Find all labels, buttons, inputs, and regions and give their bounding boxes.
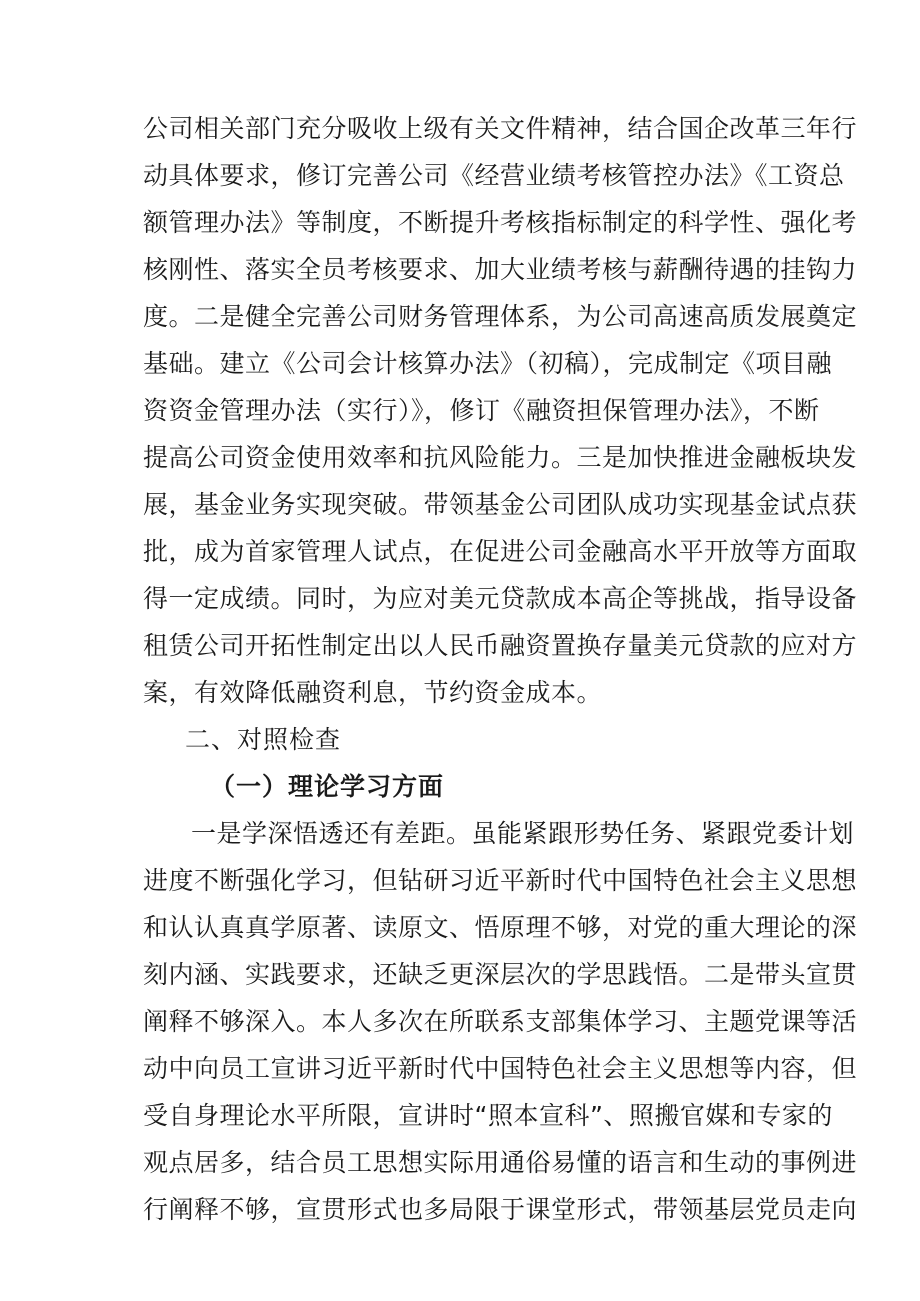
paragraph-1-line-5: 度。二是健全完善公司财务管理体系，为公司高速高质发展奠定 xyxy=(143,302,858,331)
paragraph-2-line-2: 进度不断强化学习，但钻研习近平新时代中国特色社会主义思想 xyxy=(143,866,858,895)
paragraph-1-line-13: 案，有效降低融资利息，节约资金成本。 xyxy=(143,678,603,707)
paragraph-2-line-5: 阐释不够深入。本人多次在所联系支部集体学习、主题党课等活 xyxy=(143,1007,858,1036)
paragraph-1-line-3: 额管理办法》等制度，不断提升考核指标制定的科学性、强化考 xyxy=(143,208,858,237)
paragraph-1-line-2: 动具体要求，修订完善公司《经营业绩考核管控办法》《工资总 xyxy=(143,161,845,190)
paragraph-2-line-4: 刻内涵、实践要求，还缺乏更深层次的学思践悟。二是带头宣贯 xyxy=(143,960,858,989)
paragraph-2-line-1: 一是学深悟透还有差距。虽能紧跟形势任务、紧跟党委计划 xyxy=(191,819,855,848)
paragraph-1-line-1: 公司相关部门充分吸收上级有关文件精神，结合国企改革三年行 xyxy=(143,114,858,143)
paragraph-1-line-9: 展，基金业务实现突破。带领基金公司团队成功实现基金试点获 xyxy=(143,490,858,519)
section-heading: 二、对照检查 xyxy=(185,725,342,754)
paragraph-1-line-10: 批，成为首家管理人试点，在促进公司金融高水平开放等方面取 xyxy=(143,537,858,566)
paragraph-1-line-11: 得一定成绩。同时，为应对美元贷款成本高企等挑战，指导设备 xyxy=(143,584,858,613)
paragraph-1-line-4: 核刚性、落实全员考核要求、加大业绩考核与薪酬待遇的挂钩力 xyxy=(143,255,858,284)
paragraph-1-line-8: 提高公司资金使用效率和抗风险能力。三是加快推进金融板块发 xyxy=(143,443,858,472)
paragraph-1-line-12: 租赁公司开拓性制定出以人民币融资置换存量美元贷款的应对方 xyxy=(143,631,858,660)
paragraph-2-line-7: 受自身理论水平所限，宣讲时“照本宣科”、照搬官媒和专家的 xyxy=(143,1101,833,1130)
paragraph-1-line-7: 资资金管理办法（实行）》，修订《融资担保管理办法》，不断 xyxy=(143,396,820,425)
paragraph-2-line-8: 观点居多，结合员工思想实际用通俗易懂的语言和生动的事例进 xyxy=(143,1148,858,1177)
paragraph-2-line-6: 动中向员工宣讲习近平新时代中国特色社会主义思想等内容，但 xyxy=(143,1054,858,1083)
paragraph-2-line-3: 和认认真真学原著、读原文、悟原理不够，对党的重大理论的深 xyxy=(143,913,858,942)
paragraph-1-line-6: 基础。建立《公司会计核算办法》（初稿），完成制定《项目融 xyxy=(143,349,833,378)
subsection-heading: （一）理论学习方面 xyxy=(210,772,445,801)
paragraph-2-line-9: 行阐释不够，宣贯形式也多局限于课堂形式，带领基层党员走向 xyxy=(143,1195,858,1224)
